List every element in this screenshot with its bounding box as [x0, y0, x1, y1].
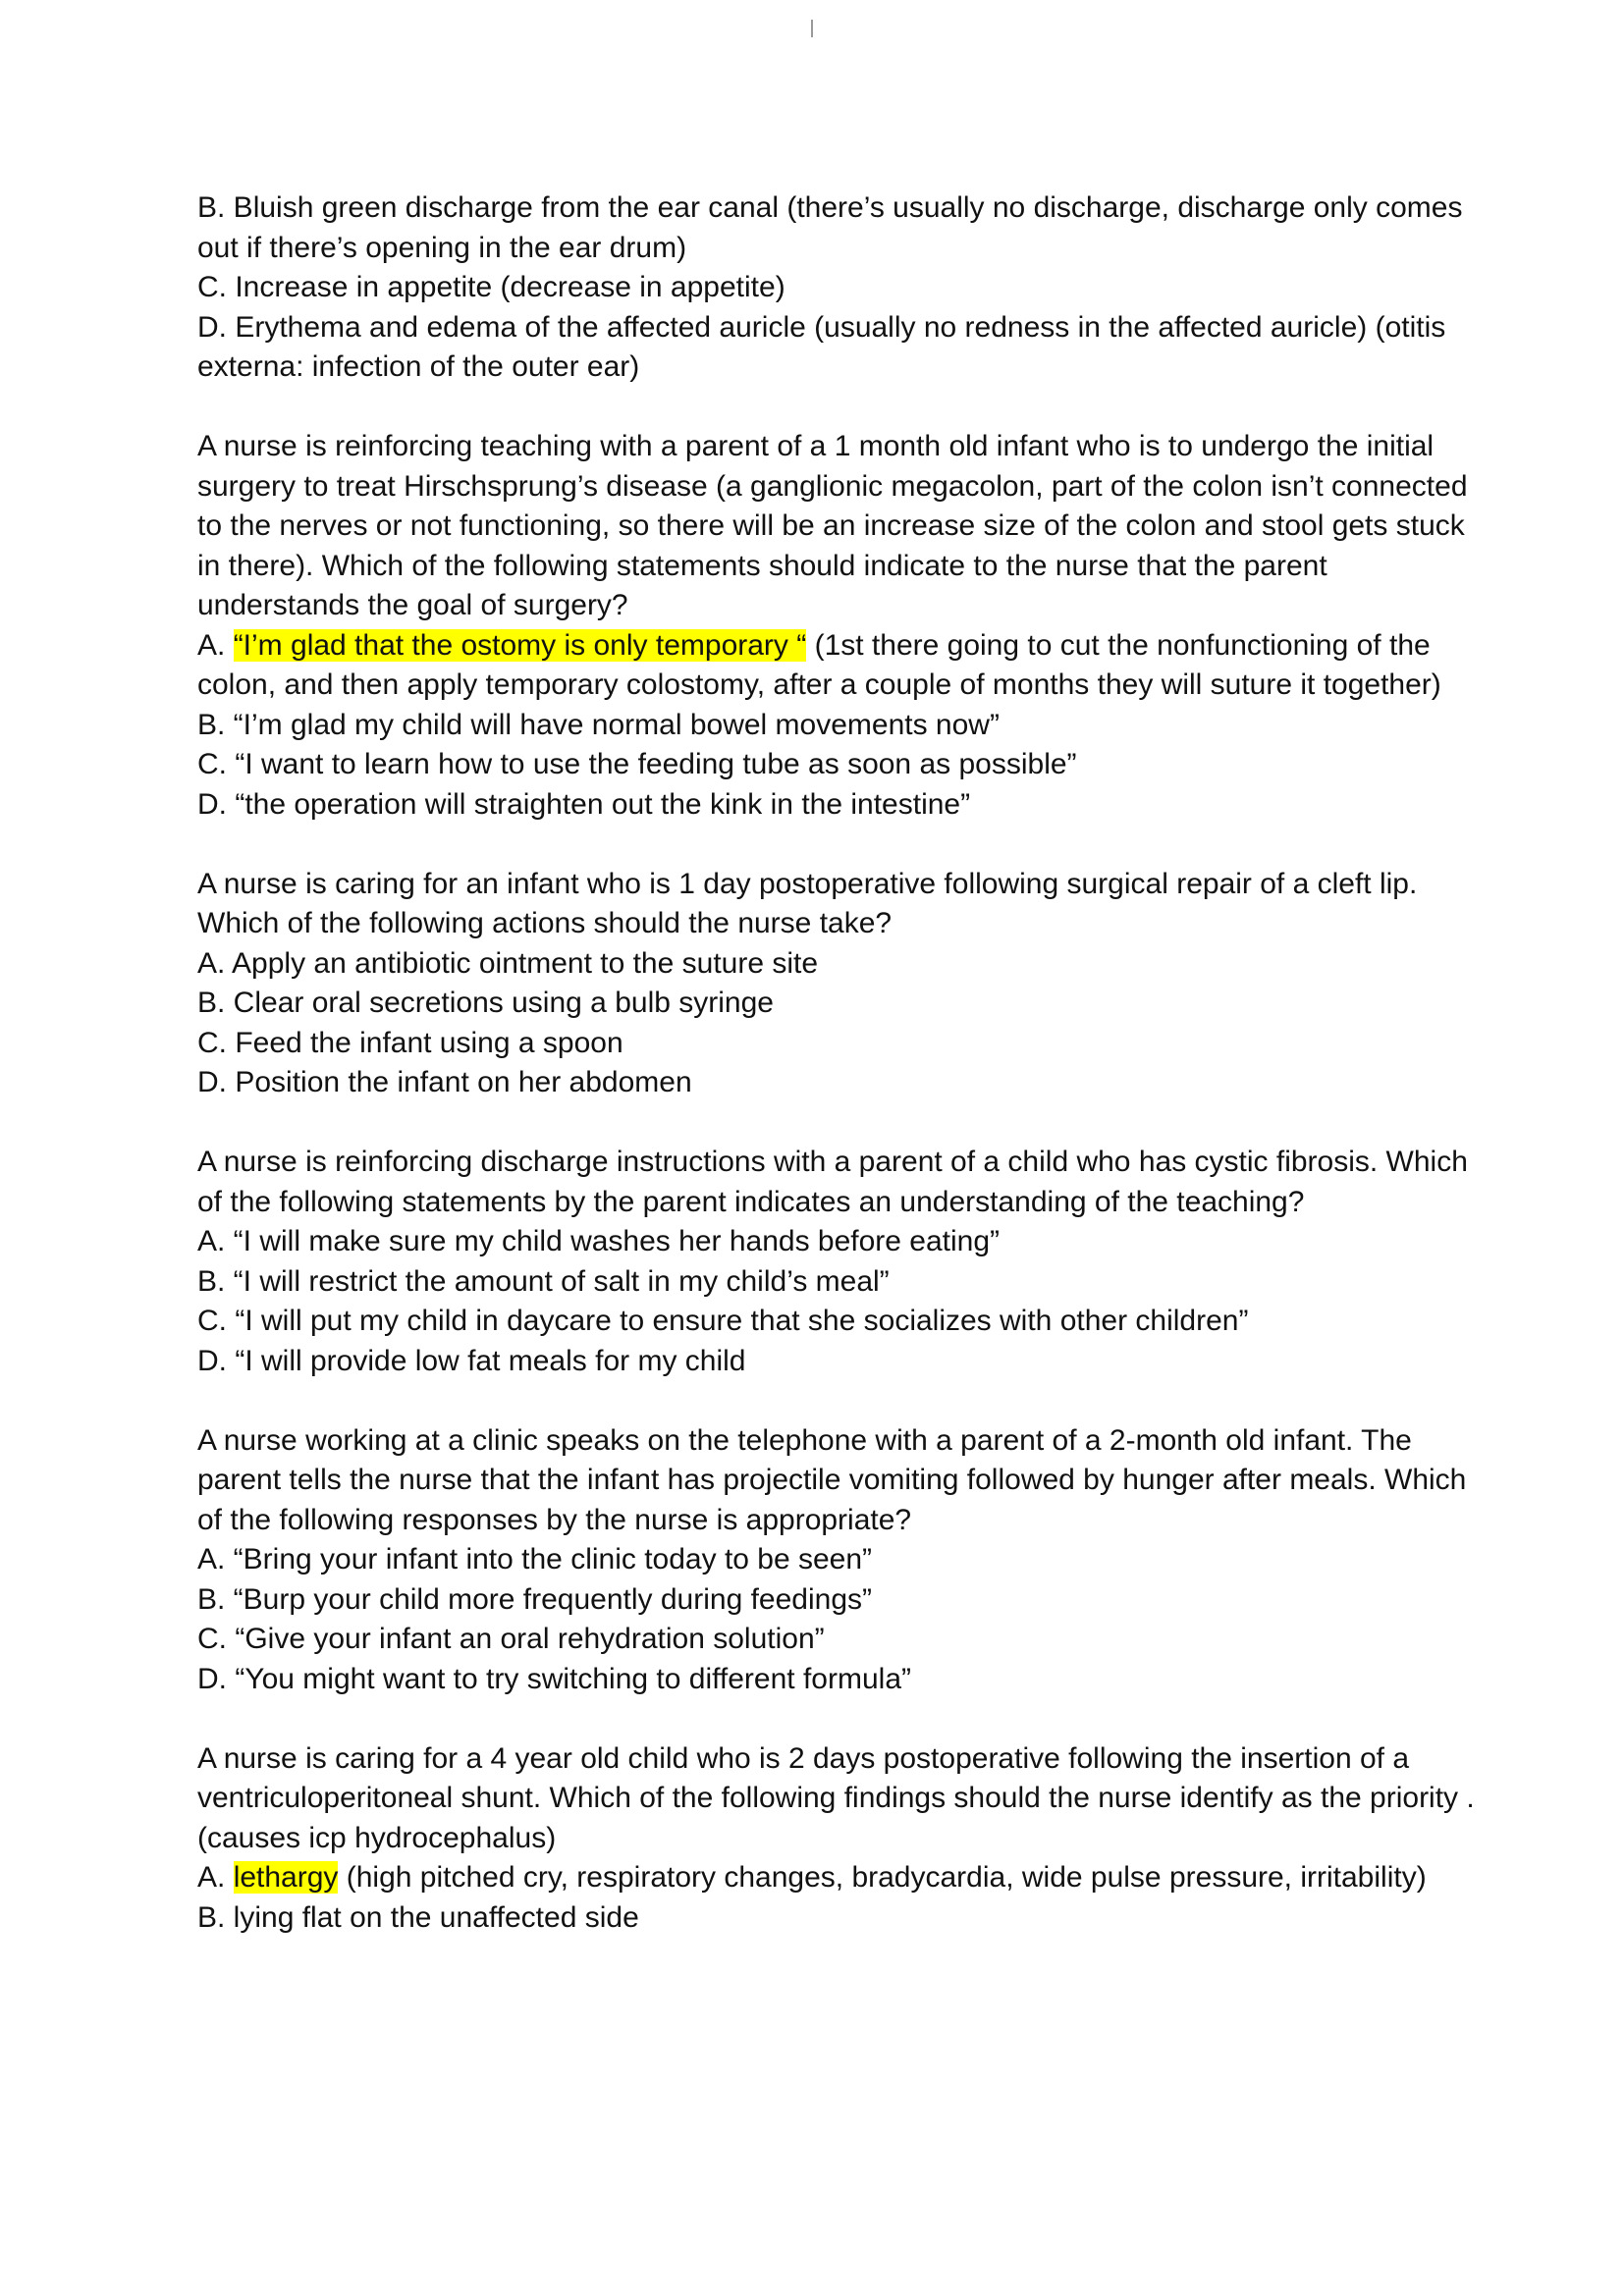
option-d: D. “I will provide low fat meals for my child [197, 1344, 746, 1377]
document-body [197, 188, 1484, 1978]
option-c: C. Feed the infant using a spoon [197, 1026, 623, 1059]
question-vp-shunt [197, 1739, 1484, 1939]
question-stem: A nurse is reinforcing discharge instructions with a parent of a child who has cystic fibrosis. Which of the following statements by the parent indicates an understanding of the teaching? [197, 1146, 1468, 1218]
option-a: A. “Bring your infant into the clinic today to be seen” [197, 1543, 873, 1575]
option-b: B. lying flat on the unaffected side [197, 1900, 639, 1934]
option-a: A. Apply an antibiotic ointment to the suture site [197, 946, 819, 980]
option-d: D. “You might want to try switching to different formula” [197, 1662, 911, 1695]
option-a [197, 1858, 1484, 1898]
option-prefix: A. [197, 628, 234, 662]
option-d: D. Position the infant on her abdomen [197, 1066, 692, 1098]
question-cystic-fibrosis [197, 1143, 1484, 1381]
question-cleft-lip [197, 865, 1484, 1103]
option-c: C. Increase in appetite (decrease in appetite) [197, 271, 785, 303]
continued-question [197, 188, 1484, 388]
option-c: C. “I will put my child in daycare to ensure that she socializes with other children” [197, 1305, 1249, 1337]
answer-note: (high pitched cry, respiratory changes, bradycardia, wide pulse pressure, irritability) [338, 1861, 1427, 1894]
answer-note: (1st there going to cut the nonfunctioning of the colon, and then apply temporary colostomy, after a couple of months they will suture it together) [197, 628, 1441, 701]
option-b: B. Bluish green discharge from the ear canal (there’s usually no discharge, discharge only comes out if there’s opening in the ear drum) [197, 191, 1463, 264]
question-stem: A nurse is caring for a 4 year old child who is 2 days postoperative following the insertion of a ventriculoperitoneal shunt. Which of the following findings should the nurse identify as the priority . (causes icp hydrocephalus) [197, 1741, 1475, 1854]
option-b: B. “I will restrict the amount of salt in my child’s meal” [197, 1264, 890, 1298]
question-stem: A nurse is reinforcing teaching with a parent of a 1 month old infant who is to undergo the initial surgery to treat Hirschsprung’s disease (a ganglionic megacolon, part of the colon isn’t connected to the nerves or not functioning, so there will be an increase size of the colon and stool gets stuck in there). Which of the following statements should indicate to the nurse that the parent understands the goal of surgery? [197, 430, 1468, 621]
option-c: C. “Give your infant an oral rehydration solution” [197, 1623, 825, 1655]
option-b: B. Clear oral secretions using a bulb syringe [197, 987, 774, 1019]
option-prefix: A. [197, 1861, 234, 1894]
highlighted-answer: lethargy [233, 1861, 339, 1894]
option-d: D. Erythema and edema of the affected auricle (usually no redness in the affected auricle) (otitis externa: infection of the outer ear) [197, 310, 1446, 383]
question-projectile-vomiting [197, 1421, 1484, 1700]
option-d: D. “the operation will straighten out the kink in the intestine” [197, 787, 971, 821]
option-b: B. “I’m glad my child will have normal bowel movements now” [197, 708, 1000, 741]
option-a [197, 626, 1484, 706]
option-c: C. “I want to learn how to use the feeding tube as soon as possible” [197, 748, 1077, 780]
page-marker [811, 20, 813, 37]
question-stem: A nurse is caring for an infant who is 1 day postoperative following surgical repair of a cleft lip. Which of the following actions should the nurse take? [197, 867, 1418, 939]
option-a: A. “I will make sure my child washes her hands before eating” [197, 1225, 1001, 1257]
option-b: B. “Burp your child more frequently during feedings” [197, 1582, 873, 1616]
highlighted-answer: “I’m glad that the ostomy is only temporary “ [233, 628, 807, 662]
question-stem: A nurse working at a clinic speaks on the telephone with a parent of a 2-month old infant. The parent tells the nurse that the infant has projectile vomiting followed by hunger after meals. Which of the following responses by the nurse is appropriate? [197, 1423, 1467, 1536]
question-hirschsprung [197, 427, 1484, 825]
